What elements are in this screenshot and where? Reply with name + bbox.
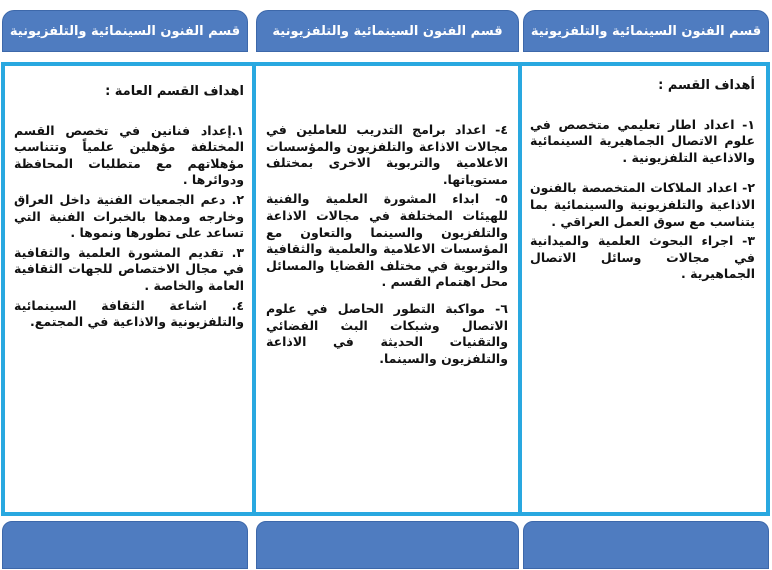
left-panel xyxy=(14,84,244,334)
column-divider-right xyxy=(518,62,522,516)
tab-middle[interactable] xyxy=(256,10,519,52)
footer-tab-left xyxy=(2,521,248,569)
footer-tab-right xyxy=(523,521,769,569)
column-divider-left xyxy=(252,62,256,516)
footer-tab-middle xyxy=(256,521,519,569)
tab-right[interactable] xyxy=(523,10,769,52)
left-goal-2: ٢. دعم الجمعيات الفنية داخل العراق وخارجه ومدها بالخبرات الفنية التي تساعد على تطورها ونموها . xyxy=(14,191,244,241)
tab-right-label: قسم الفنون السينمائية والتلفزيونية xyxy=(530,23,762,39)
tab-left[interactable] xyxy=(2,10,248,52)
middle-panel xyxy=(266,122,508,370)
tab-left-label: قسم الفنون السينمائية والتلفزيونية xyxy=(9,23,241,39)
left-goal-1: ١.إعداد فنانين في تخصص القسم المختلفة مؤهلين علمياً وتتناسب مؤهلاتهم مع متطلبات المحافظة ودوائرها . xyxy=(14,122,244,188)
right-goal-2: ٢- اعداد الملاكات المتخصصة بالفنون الاذاعية والتلفزيونية والسينمائية بما يتناسب مع سوق العمل العراقي . xyxy=(530,180,755,229)
middle-goal-5: ٥- ابداء المشورة العلمية والفنية للهيئات المختلفة في مجالات الاذاعة والتلفزيون والسينما والتعاون مع المؤسسات الاعلامية والعلمية والثقافية والتربوية في مختلف القضايا والمسائل محل اهتمام القسم . xyxy=(266,191,508,290)
right-panel-heading: أهداف القسم : xyxy=(658,78,755,93)
middle-goal-6: ٦- مواكبة التطور الحاصل في علوم الاتصال وشبكات البث الفضائي والتقنيات الحديثة في الاذاعة والتلفزيون والسينما. xyxy=(266,300,508,366)
middle-goal-4: ٤- اعداد برامج التدريب للعاملين في مجالات الاذاعة والتلفزيون والمؤسسات الاعلامية والتربوية الاخرى بمختلف مستوياتها. xyxy=(266,122,508,187)
left-panel-heading: اهداف القسم العامة : xyxy=(105,84,244,99)
right-goal-3: ٣- اجراء البحوث العلمية والميدانية في مجالات وسائل الاتصال الجماهيرية . xyxy=(530,233,755,282)
tab-middle-label: قسم الفنون السينمائية والتلفزيونية xyxy=(272,23,503,39)
right-panel xyxy=(530,78,755,286)
right-goal-1: ١- اعداد اطار تعليمي متخصص في علوم الاتصال الجماهيرية السينمائية والاذاعية التلفزيونية . xyxy=(530,116,755,165)
left-goal-3: ٣. تقديم المشورة العلمية والثقافية في مجال الاختصاص للجهات الثقافية العامة والخاصة . xyxy=(14,244,244,293)
left-goal-4: ٤. اشاعة الثقافة السينمائية والتلفزيونية والاذاعية في المجتمع. xyxy=(14,297,244,330)
